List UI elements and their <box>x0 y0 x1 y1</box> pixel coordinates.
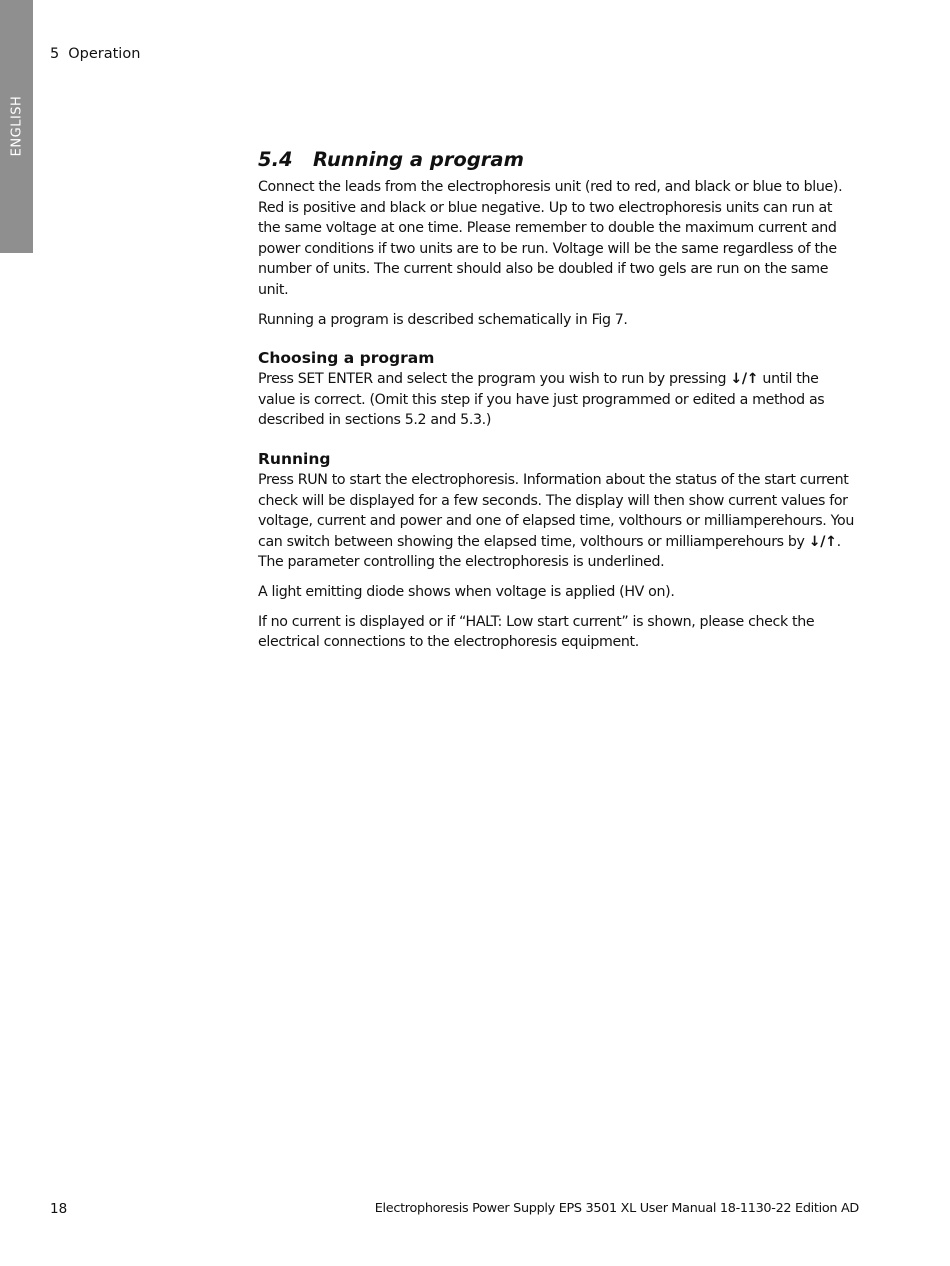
down-up-arrow-icon: ↓/↑ <box>808 533 837 550</box>
section-heading <box>258 146 858 174</box>
section-number: 5.4 <box>258 148 293 171</box>
running-text-start: Press RUN to start the electrophoresis. Information about the status of the start current check will be displayed for a few seconds. The display will then show current values for voltage, current and power and one of elapsed time, volthours or milliamperehours. You can switch between showing the elapsed time, volthours or milliamperehours by <box>258 471 855 550</box>
schematic-reference-paragraph: Running a program is described schematically in Fig 7. <box>258 311 628 328</box>
intro-paragraph: Connect the leads from the electrophoresis unit (red to red, and black or blue to blue). Red is positive and black or blue negative. Up to two electrophoresis units can run at the same voltage at one time. Please remember to double the maximum current and power conditions if two units are to be run. Voltage will be the same regardless of the number of units. The current should also be doubled if two gels are run on the same unit. <box>258 179 843 298</box>
choosing-program-paragraph <box>258 369 858 431</box>
led-paragraph: A light emitting diode shows when voltage is applied (HV on). <box>258 583 675 600</box>
down-up-arrow-icon: ↓/↑ <box>730 371 759 388</box>
running-paragraph <box>258 470 858 573</box>
choosing-text-end: until the value is correct. (Omit this step if you have just programmed or edited a method as described in sections 5.2 and 5.3.) <box>258 371 825 429</box>
section-title: Running a program <box>313 148 524 171</box>
language-side-tab <box>0 0 33 253</box>
language-tab-label: ENGLISH <box>9 95 25 157</box>
running-heading: Running <box>258 449 331 468</box>
chapter-number: 5 <box>50 46 60 62</box>
running-header <box>50 46 140 62</box>
halt-paragraph: If no current is displayed or if “HALT: Low start current” is shown, please check the electrical connections to the electrophoresis equipment. <box>258 613 815 651</box>
choosing-text-start: Press SET ENTER and select the program you wish to run by pressing <box>258 371 731 388</box>
footer-document-title: Electrophoresis Power Supply EPS 3501 XL User Manual 18-1130-22 Edition AD <box>374 1201 859 1216</box>
main-content <box>258 146 858 662</box>
running-text-end: . The parameter controlling the electrophoresis is underlined. <box>258 533 841 571</box>
chapter-title: Operation <box>68 46 141 62</box>
page-number: 18 <box>50 1201 68 1217</box>
choosing-program-heading: Choosing a program <box>258 349 435 368</box>
